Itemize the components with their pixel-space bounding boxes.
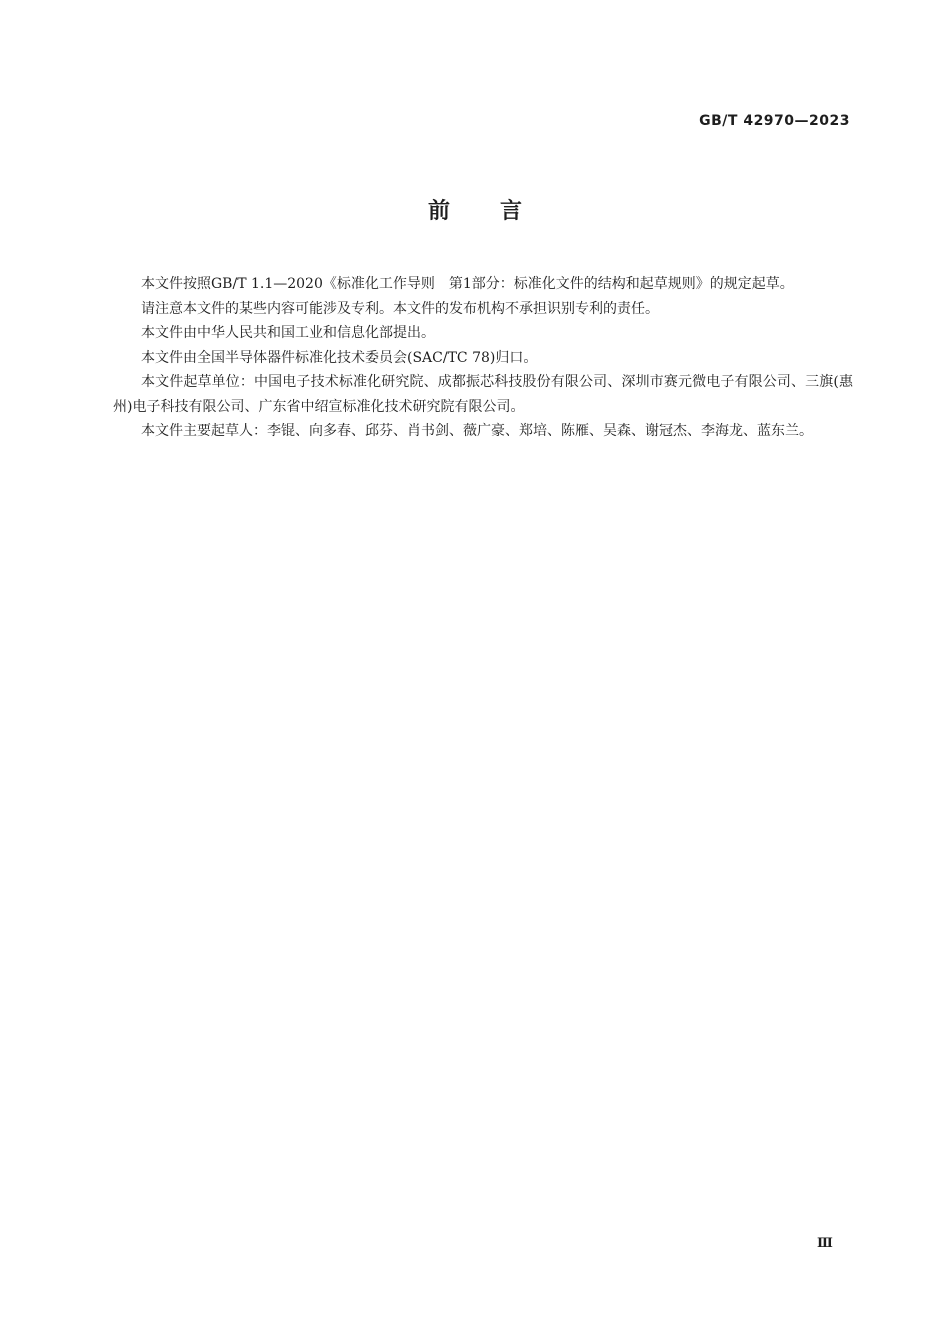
paragraph-proposer: 本文件由中华人民共和国工业和信息化部提出。 bbox=[141, 325, 435, 341]
page-title: 前言 bbox=[427, 199, 572, 224]
paragraph-committee: 本文件由全国半导体器件标准化技术委员会(SAC/TC 78)归口。 bbox=[141, 349, 538, 366]
paragraph-drafting-organizations: 本文件起草单位：中国电子技术标准化研究院、成都振芯科技股份有限公司、深圳市赛元微电子有限公司、三旗(惠州)电子科技有限公司、广东省中绍宣标准化技术研究院有限公司。 bbox=[113, 374, 853, 415]
paragraph-patent-notice: 请注意本文件的某些内容可能涉及专利。本文件的发布机构不承担识别专利的责任。 bbox=[141, 300, 659, 317]
foreword-body bbox=[113, 272, 853, 444]
paragraph-drafters: 本文件主要起草人：李锟、向多春、邱芬、肖书剑、薇广豪、郑培、陈雁、吴森、谢冠杰、李海龙、蓝东兰。 bbox=[141, 423, 813, 439]
paragraph-drafting-rules: 本文件按照GB/T 1.1—2020《标准化工作导则 第1部分：标准化文件的结构和起草规则》的规定起草。 bbox=[141, 276, 794, 292]
document-number: GB/T 42970—2023 bbox=[699, 113, 850, 129]
page-number: Ⅲ bbox=[817, 1236, 833, 1251]
